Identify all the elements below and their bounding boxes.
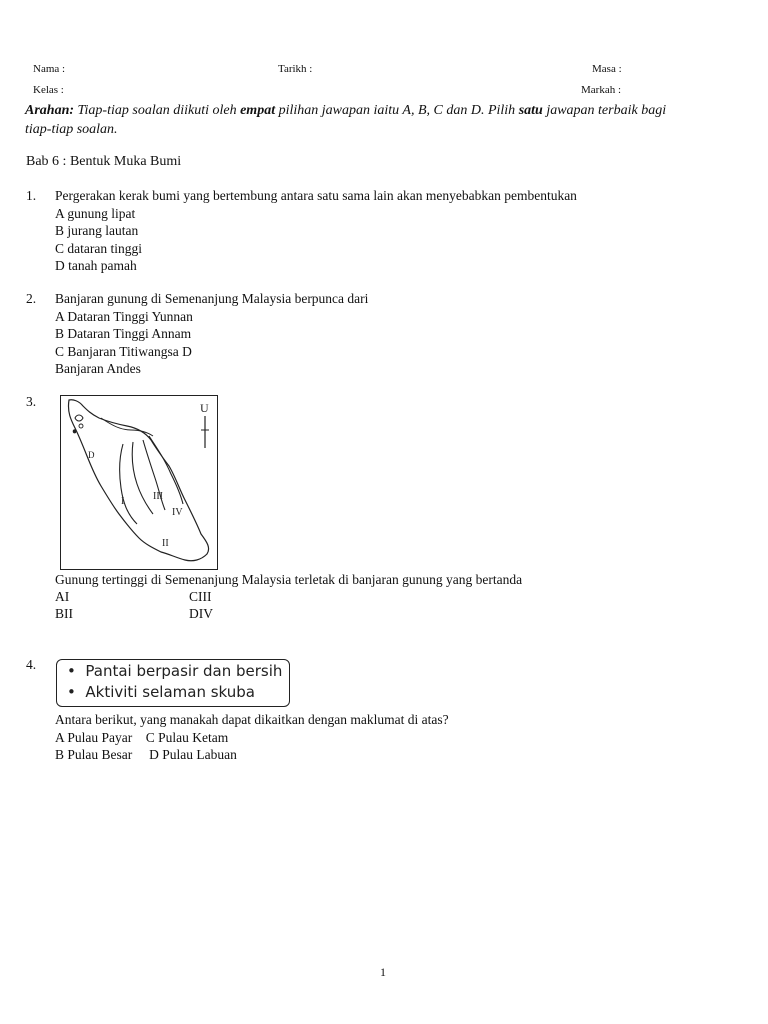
info-bullet-1: • Pantai berpasir dan bersih bbox=[67, 662, 283, 680]
range-label-iii: III bbox=[153, 491, 163, 502]
question-1-option-d: D tanah pamah bbox=[55, 258, 137, 273]
chapter-title: Bab 6 : Bentuk Muka Bumi bbox=[26, 154, 182, 169]
instructions-bold2: satu bbox=[518, 103, 543, 118]
question-1-option-b: B jurang lautan bbox=[55, 223, 139, 238]
question-4-options-row-1: A Pulau Payar C Pulau Ketam bbox=[55, 729, 229, 745]
question-4-options-row-2: B Pulau Besar D Pulau Labuan bbox=[55, 747, 237, 762]
map-drawing bbox=[61, 396, 217, 569]
question-2-option-a: A Dataran Tinggi Yunnan bbox=[55, 308, 193, 324]
peninsular-malaysia-map bbox=[60, 395, 218, 570]
question-2-option-c: C Banjaran Titiwangsa D bbox=[55, 343, 192, 359]
nama-label: Nama : bbox=[33, 63, 66, 75]
question-3-option-a: AI bbox=[55, 589, 70, 604]
question-2-text: Banjaran gunung di Semenanjung Malaysia berpunca dari bbox=[55, 291, 369, 306]
question-2-option-d: Banjaran Andes bbox=[55, 361, 141, 376]
question-3-option-c: CIII bbox=[189, 589, 212, 604]
question-2-number: 2. bbox=[26, 291, 37, 306]
question-2 bbox=[55, 290, 368, 378]
instructions-label: Arahan: bbox=[25, 103, 75, 118]
question-1-number: 1. bbox=[26, 188, 37, 203]
svg-text:D: D bbox=[88, 450, 95, 460]
question-3-option-d: DIV bbox=[189, 606, 213, 621]
question-3-number: 3. bbox=[26, 394, 37, 409]
north-label: U bbox=[200, 401, 209, 415]
question-3-option-b: BII bbox=[55, 606, 73, 621]
instructions-part2: pilihan jawapan iaitu A, B, C dan D. Pilih bbox=[275, 103, 519, 118]
question-1-option-a: A gunung lipat bbox=[55, 205, 136, 221]
question-4-number: 4. bbox=[26, 657, 37, 672]
masa-label: Masa : bbox=[592, 63, 622, 75]
page-number: 1 bbox=[380, 965, 386, 979]
info-bullet-2: • Aktiviti selaman skuba bbox=[67, 683, 255, 701]
range-label-iv: IV bbox=[172, 507, 183, 518]
tarikh-label: Tarikh : bbox=[278, 63, 313, 75]
markah-label: Markah : bbox=[581, 84, 622, 96]
question-2-option-b: B Dataran Tinggi Annam bbox=[55, 326, 192, 341]
question-1 bbox=[55, 187, 577, 275]
range-label-i: I bbox=[121, 496, 125, 507]
range-label-ii: II bbox=[162, 538, 169, 549]
question-3-text: Gunung tertinggi di Semenanjung Malaysia terletak di banjaran gunung yang bertanda bbox=[55, 572, 523, 587]
question-4-info-box bbox=[56, 659, 290, 707]
question-1-text: Pergerakan kerak bumi yang bertembung antara satu sama lain akan menyebabkan pembentukan bbox=[55, 188, 577, 203]
instructions-part1: Tiap-tiap soalan diikuti oleh bbox=[74, 103, 241, 118]
instructions-bold1: empat bbox=[240, 103, 276, 118]
instructions bbox=[25, 102, 666, 120]
kelas-label: Kelas : bbox=[33, 84, 64, 96]
question-1-option-c: C dataran tinggi bbox=[55, 240, 142, 256]
question-4 bbox=[55, 711, 449, 764]
question-4-text: Antara berikut, yang manakah dapat dikaitkan dengan maklumat di atas? bbox=[55, 712, 449, 727]
info-bullet-1-text: Pantai berpasir dan bersih bbox=[85, 662, 283, 680]
instructions-line2: tiap-tiap soalan. bbox=[25, 122, 118, 137]
instructions-part3: jawapan terbaik bagi bbox=[542, 103, 667, 118]
info-bullet-2-text: Aktiviti selaman skuba bbox=[85, 683, 255, 701]
